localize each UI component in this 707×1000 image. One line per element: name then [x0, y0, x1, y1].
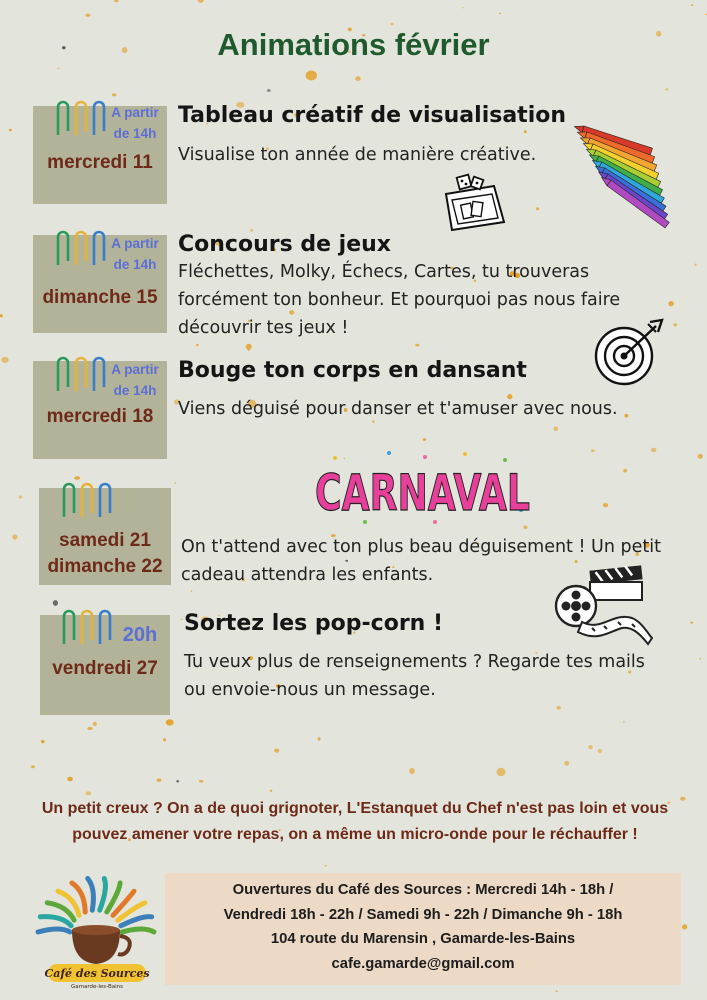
page-title: Animations février [217, 27, 490, 62]
speckle [556, 990, 558, 992]
event-time: 20h [122, 624, 158, 646]
opening-info-box [165, 873, 681, 985]
dartboard-icon [592, 316, 668, 390]
speckle [114, 0, 118, 2]
speckle [591, 449, 595, 452]
speckle [564, 761, 569, 766]
logo-text: Café des Sources [44, 967, 150, 980]
event-description: Tu veux plus de renseignements ? Regarde tes mails ou envoie-nous un message. [184, 652, 645, 700]
event-date: mercredi 11 [47, 152, 153, 173]
cafe-des-sources-logo [34, 872, 160, 990]
event-date-line: dimanche 22 [47, 556, 163, 577]
speckle [698, 454, 703, 459]
speckle [41, 740, 45, 743]
speckle [665, 88, 668, 90]
event-time: A partir de 14h [111, 236, 159, 272]
speckle [691, 622, 694, 624]
speckle [554, 427, 559, 432]
opening-hours-line: Vendredi 18h - 22h / Samedi 9h - 22h / Dimanche 9h - 18h [223, 906, 623, 923]
logo-subtext: Gamarde-les-Bains [71, 984, 123, 990]
crayons-icon [578, 118, 696, 194]
speckle [31, 765, 35, 768]
speckle [415, 344, 419, 347]
speckle [497, 768, 506, 776]
event-description: Fléchettes, Molky, Échecs, Cartes, tu trouveras forcément ton bonheur. Et pourquoi pas nous faire découvrir tes jeux ! [178, 262, 621, 338]
speckle [112, 93, 116, 96]
speckle [196, 344, 199, 347]
speckle [598, 749, 602, 753]
opening-hours-line: Ouvertures du Café des Sources : Mercredi 14h - 18h / [232, 882, 614, 898]
speckle [524, 130, 527, 133]
paperclips-icon [58, 481, 118, 521]
speckle [680, 797, 686, 801]
event-date: dimanche 15 [42, 287, 158, 308]
event-title: Concours de jeux [178, 232, 391, 257]
speckle [691, 4, 693, 6]
event-date: vendredi 27 [52, 658, 158, 679]
speckle [682, 924, 687, 929]
speckle [157, 779, 162, 782]
speckle [0, 314, 3, 317]
speckle [57, 68, 59, 70]
speckle [536, 207, 539, 210]
event-description: On t'attend avec ton plus beau déguisement ! Un petit cadeau attendra les enfants. [181, 537, 661, 585]
speckle [67, 777, 73, 782]
speckle [699, 658, 701, 660]
carnaval-banner [305, 448, 545, 528]
speckle [423, 438, 426, 441]
speckle [355, 76, 360, 81]
carnaval-text: CARNAVAL [315, 464, 530, 522]
event-time: A partir de 14h [111, 362, 159, 398]
speckle [668, 301, 673, 306]
board-game-icon [438, 172, 514, 234]
speckle [163, 738, 166, 741]
speckle [674, 323, 678, 326]
event-time: A partir de 14h [111, 105, 159, 141]
speckle [12, 534, 17, 539]
speckle [246, 344, 252, 350]
speckle [93, 722, 97, 727]
event-title: Sortez les pop-corn ! [184, 611, 444, 636]
speckle [462, 7, 464, 8]
speckle [499, 13, 502, 15]
speckle [87, 727, 92, 730]
speckle [199, 780, 203, 783]
speckle [694, 264, 696, 266]
email-link[interactable]: cafe.gamarde@gmail.com [331, 955, 515, 972]
speckle [588, 745, 593, 749]
speckle [53, 600, 58, 606]
speckle [557, 706, 561, 710]
speckle [270, 790, 272, 792]
speckle [274, 749, 279, 753]
event-description: Viens déguisé pour danser et t'amuser avec nous. [178, 399, 618, 419]
event-title: Bouge ton corps en dansant [178, 358, 527, 383]
speckle [318, 737, 321, 740]
event-description: Visualise ton année de manière créative. [178, 145, 537, 165]
speckle [409, 768, 415, 774]
film-reel-icon [552, 562, 656, 646]
event-date: mercredi 18 [46, 406, 154, 427]
paperclips-icon [58, 608, 118, 648]
speckle [623, 721, 625, 722]
speckle [1, 357, 8, 363]
speckle [198, 0, 204, 3]
speckle [74, 476, 80, 479]
speckle [85, 14, 90, 17]
speckle [174, 482, 176, 483]
address: 104 route du Marensin , Gamarde-les-Bains [270, 931, 576, 947]
speckle [19, 495, 23, 498]
speckle [325, 865, 327, 867]
footer-note: Un petit creux ? On a de quoi grignoter, L'Estanquet du Chef n'est pas loin et vous pouvez amener votre repas, on a même un micro-onde pour le réchauffer ! [41, 800, 669, 843]
speckle [391, 23, 394, 25]
event-date [39, 528, 171, 580]
speckle [166, 719, 174, 725]
speckle [191, 590, 193, 591]
speckle [86, 791, 92, 795]
event-title: Tableau créatif de visualisation [178, 103, 567, 128]
speckle [176, 780, 179, 782]
speckle [623, 469, 627, 473]
speckle [180, 619, 182, 620]
event-date-line: samedi 21 [59, 530, 151, 551]
speckle [267, 89, 271, 92]
speckle [603, 503, 608, 507]
speckle [306, 71, 317, 81]
speckle [9, 129, 12, 132]
speckle [651, 448, 656, 452]
